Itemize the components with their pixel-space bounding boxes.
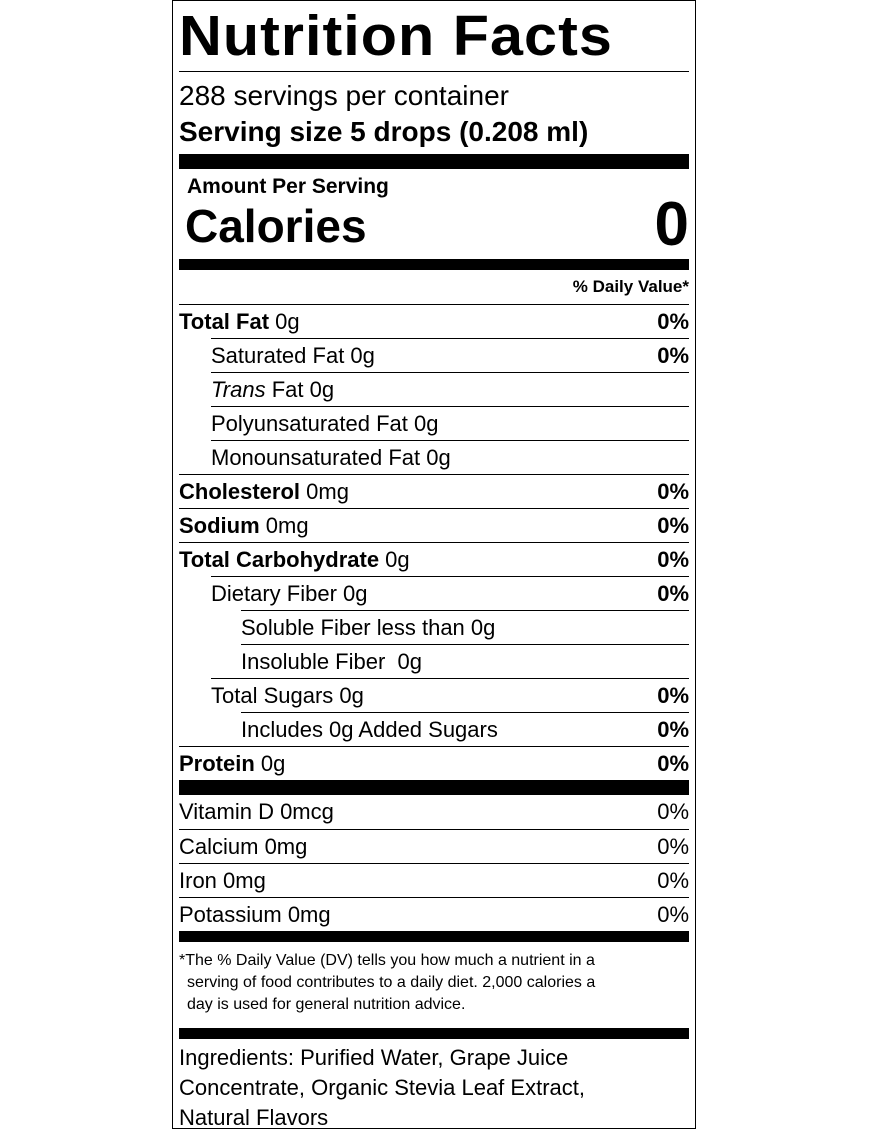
nutrient-row-total-fat	[179, 304, 689, 338]
nutrient-amount: 0g	[254, 751, 286, 776]
ingredients-list	[179, 1039, 689, 1133]
nutrient-name-italic: Trans	[211, 377, 266, 402]
nutrient-name: Sodium	[179, 513, 260, 538]
footnote-line: day is used for general nutrition advice.	[187, 996, 466, 1013]
nutrient-dv: 0%	[657, 513, 689, 538]
vitamin-name: Iron 0mg	[179, 868, 266, 893]
nutrient-name: Total Carbohydrate	[179, 547, 380, 572]
nutrient-row-protein	[179, 746, 689, 780]
nutrient-dv: 0%	[657, 717, 689, 742]
nutrient-dv: 0%	[657, 479, 689, 504]
nutrient-row-insoluble-fiber	[241, 644, 689, 678]
label-content	[179, 1, 689, 1133]
nutrient-row-monounsaturated-fat	[211, 440, 689, 474]
serving-size: Serving size 5 drops (0.208 ml)	[179, 116, 589, 147]
nutrient-row-added-sugars	[241, 712, 689, 746]
label-title: Nutrition Facts	[179, 4, 613, 68]
calories-section	[179, 169, 689, 259]
vitamin-name: Calcium 0mg	[179, 834, 308, 859]
vitamin-dv: 0%	[657, 902, 689, 927]
nutrient-dv: 0%	[657, 343, 689, 368]
nutrient-row-soluble-fiber	[241, 610, 689, 644]
medium-divider	[179, 1028, 689, 1039]
nutrient-amount: 0g	[269, 309, 300, 334]
nutrient-row-total-sugars	[211, 678, 689, 712]
vitamin-dv: 0%	[657, 868, 689, 893]
nutrient-row-dietary-fiber	[211, 576, 689, 610]
vitamin-row-vitamin-d	[179, 795, 689, 829]
vitamin-row-calcium	[179, 829, 689, 863]
vitamin-name: Potassium 0mg	[179, 902, 331, 927]
nutrient-dv: 0%	[657, 751, 689, 776]
nutrient-row-sodium	[179, 508, 689, 542]
nutrient-row-trans-fat	[211, 372, 689, 406]
nutrient-name: Total Sugars 0g	[211, 683, 364, 708]
nutrient-name: Protein	[179, 751, 255, 776]
vitamin-row-potassium	[179, 897, 689, 931]
calories-value: 0	[654, 190, 689, 259]
medium-divider	[179, 259, 689, 270]
nutrient-dv: 0%	[657, 547, 689, 572]
nutrient-name: Saturated Fat 0g	[211, 343, 375, 368]
nutrient-amount: 0mg	[300, 479, 349, 504]
footnote-line: *The % Daily Value (DV) tells you how much a nutrient in a	[179, 952, 595, 969]
nutrient-name: Polyunsaturated Fat 0g	[211, 411, 439, 436]
amount-per-serving: Amount Per Serving	[187, 175, 389, 198]
nutrient-row-polyunsaturated-fat	[211, 406, 689, 440]
nutrient-row-total-carbohydrate	[179, 542, 689, 576]
nutrient-name: Total Fat	[179, 309, 270, 334]
vitamin-dv: 0%	[657, 834, 689, 859]
nutrient-dv: 0%	[657, 581, 689, 606]
vitamin-dv: 0%	[657, 799, 689, 824]
nutrient-name: Fat 0g	[265, 377, 335, 402]
nutrient-name: Cholesterol	[179, 479, 301, 504]
nutrient-name: Dietary Fiber 0g	[211, 581, 368, 606]
thick-divider	[179, 154, 689, 169]
calories-label: Calories	[185, 200, 367, 252]
nutrient-name: Insoluble Fiber 0g	[241, 649, 422, 674]
footnote-line: serving of food contributes to a daily diet. 2,000 calories a	[187, 974, 596, 991]
nutrient-name: Monounsaturated Fat 0g	[211, 445, 451, 470]
daily-value-footnote	[179, 942, 689, 1028]
nutrient-name: Includes 0g Added Sugars	[241, 717, 498, 742]
daily-value-header: % Daily Value*	[572, 277, 689, 296]
nutrient-dv: 0%	[657, 309, 689, 334]
ingredients-line: Natural Flavors	[179, 1105, 329, 1130]
servings-per-container: 288 servings per container	[179, 80, 509, 111]
nutrient-amount: 0g	[379, 547, 410, 572]
nutrition-facts-label	[172, 0, 696, 1129]
vitamin-name: Vitamin D 0mcg	[179, 799, 334, 824]
thick-divider	[179, 780, 689, 795]
nutrient-row-saturated-fat	[211, 338, 689, 372]
nutrient-dv: 0%	[657, 683, 689, 708]
nutrient-name: Soluble Fiber less than 0g	[241, 615, 496, 640]
nutrient-row-cholesterol	[179, 474, 689, 508]
medium-divider	[179, 931, 689, 942]
ingredients-line: Ingredients: Purified Water, Grape Juice	[179, 1045, 569, 1070]
vitamin-row-iron	[179, 863, 689, 897]
ingredients-line: Concentrate, Organic Stevia Leaf Extract,	[179, 1075, 585, 1100]
nutrient-amount: 0mg	[259, 513, 309, 538]
